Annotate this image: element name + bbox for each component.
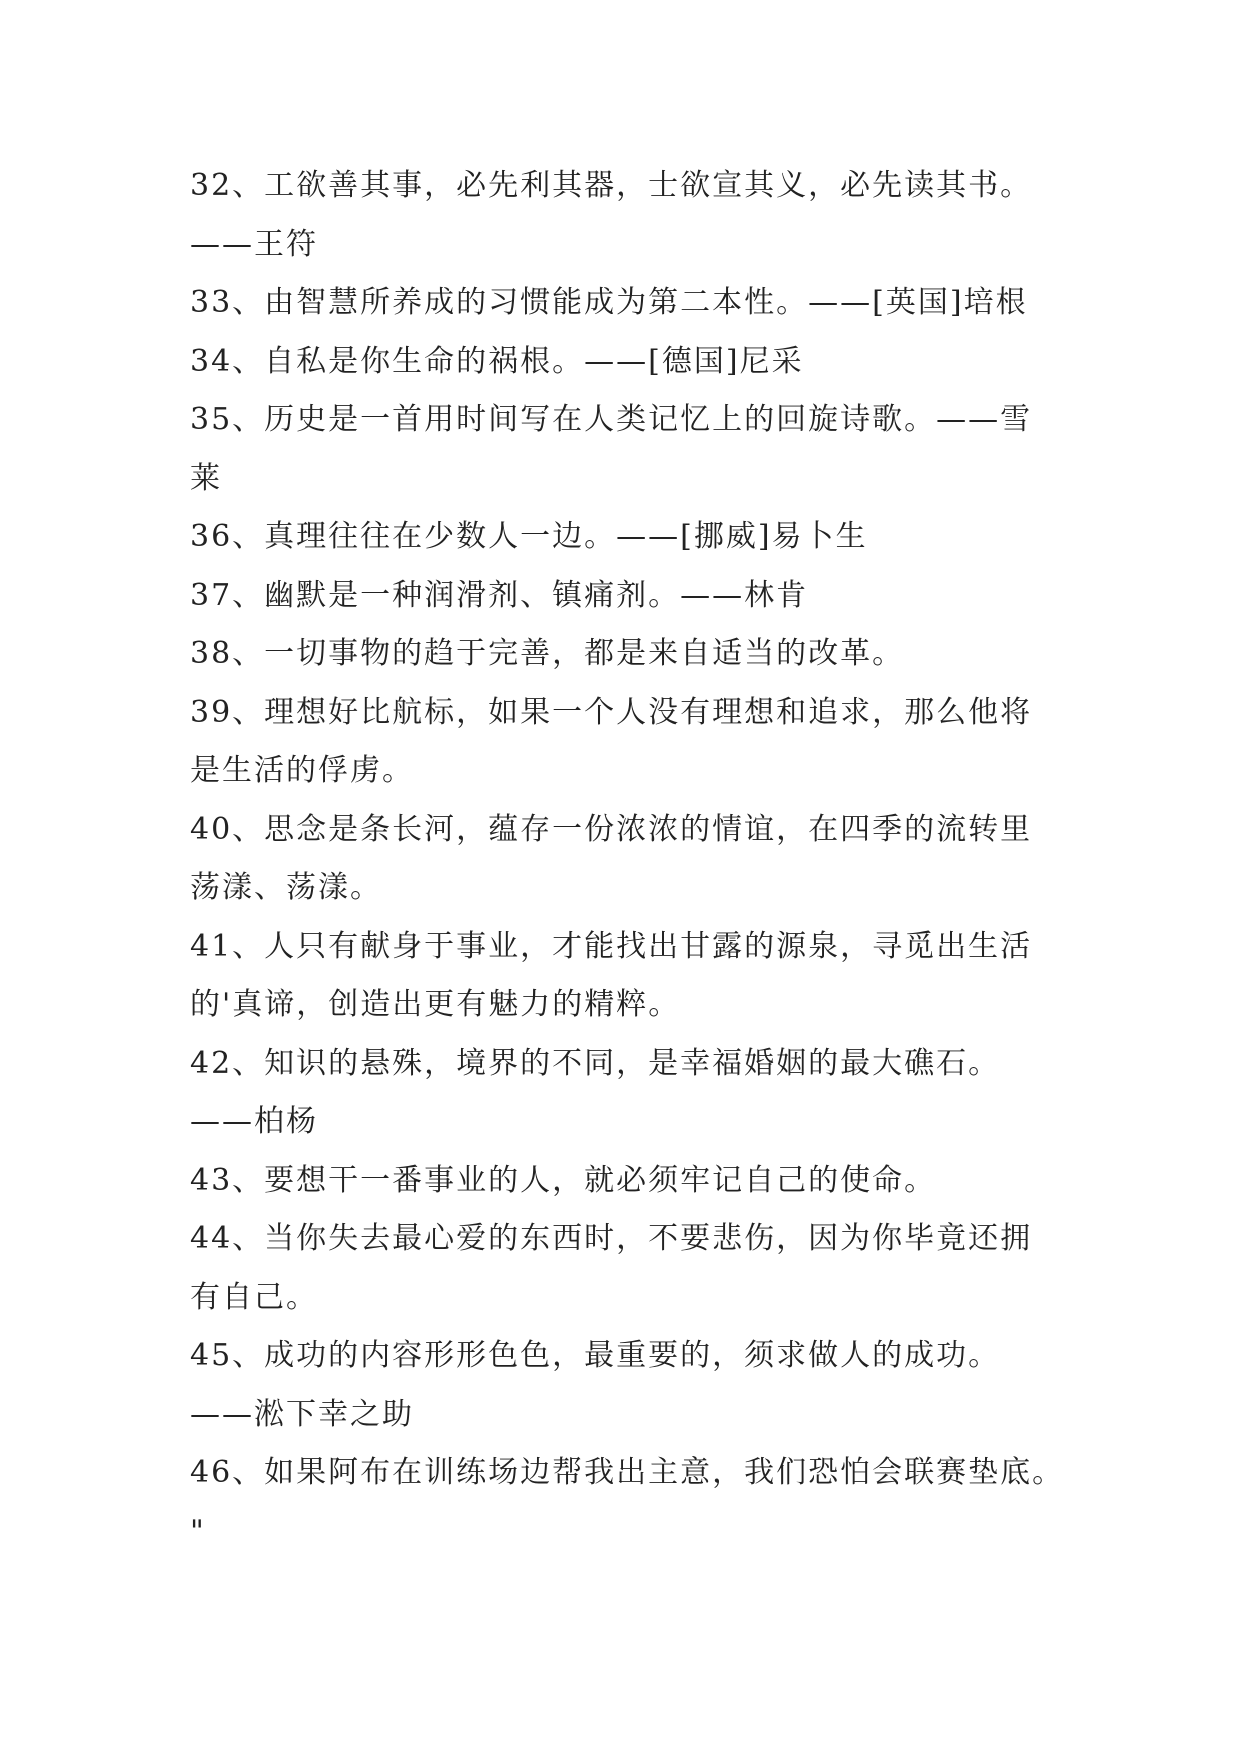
text-line: 32、工欲善其事，必先利其器，士欲宣其义，必先读其书。: [190, 168, 1033, 203]
text-line: 莱: [190, 460, 222, 496]
text-line: 44、当你失去最心爱的东西时，不要悲伤，因为你毕竟还拥: [190, 1221, 1033, 1256]
text-line: ": [190, 1513, 206, 1549]
text-line: 荡漾、荡漾。: [190, 870, 382, 905]
text-line: 46、如果阿布在训练场边帮我出主意，我们恐怕会联赛垫底。: [190, 1455, 1065, 1490]
text-line: 的'真谛，创造出更有魅力的精粹。: [190, 987, 681, 1022]
text-line: 45、成功的内容形形色色，最重要的，须求做人的成功。: [190, 1338, 1001, 1373]
text-line: 39、理想好比航标，如果一个人没有理想和追求，那么他将: [190, 694, 1033, 730]
text-line: 33、由智慧所养成的习惯能成为第二本性。——[英国]培根: [190, 285, 1028, 320]
text-line: 43、要想干一番事业的人，就必须牢记自己的使命。: [190, 1162, 937, 1198]
text-line: 有自己。: [190, 1279, 318, 1315]
text-line: ——王符: [190, 226, 318, 262]
text-line: 38、一切事物的趋于完善，都是来自适当的改革。: [190, 636, 905, 671]
text-line: ——柏杨: [190, 1104, 318, 1139]
text-line: 41、人只有献身于事业，才能找出甘露的源泉，寻觅出生活: [190, 928, 1033, 964]
text-line: 42、知识的悬殊，境界的不同，是幸福婚姻的最大礁石。: [190, 1045, 1001, 1081]
quote-list: [190, 157, 1080, 1561]
text-line: 37、幽默是一种润滑剂、镇痛剂。——林肯: [190, 577, 809, 613]
text-line: 34、自私是你生命的祸根。——[德国]尼采: [190, 343, 804, 379]
text-line: ——淞下幸之助: [190, 1396, 414, 1432]
text-line: 40、思念是条长河，蕴存一份浓浓的情谊，在四季的流转里: [190, 811, 1033, 847]
text-line: 是生活的俘虏。: [190, 753, 414, 788]
text-line: 35、历史是一首用时间写在人类记忆上的回旋诗歌。——雪: [190, 402, 1033, 437]
text-line: 36、真理往往在少数人一边。——[挪威]易卜生: [190, 519, 868, 554]
